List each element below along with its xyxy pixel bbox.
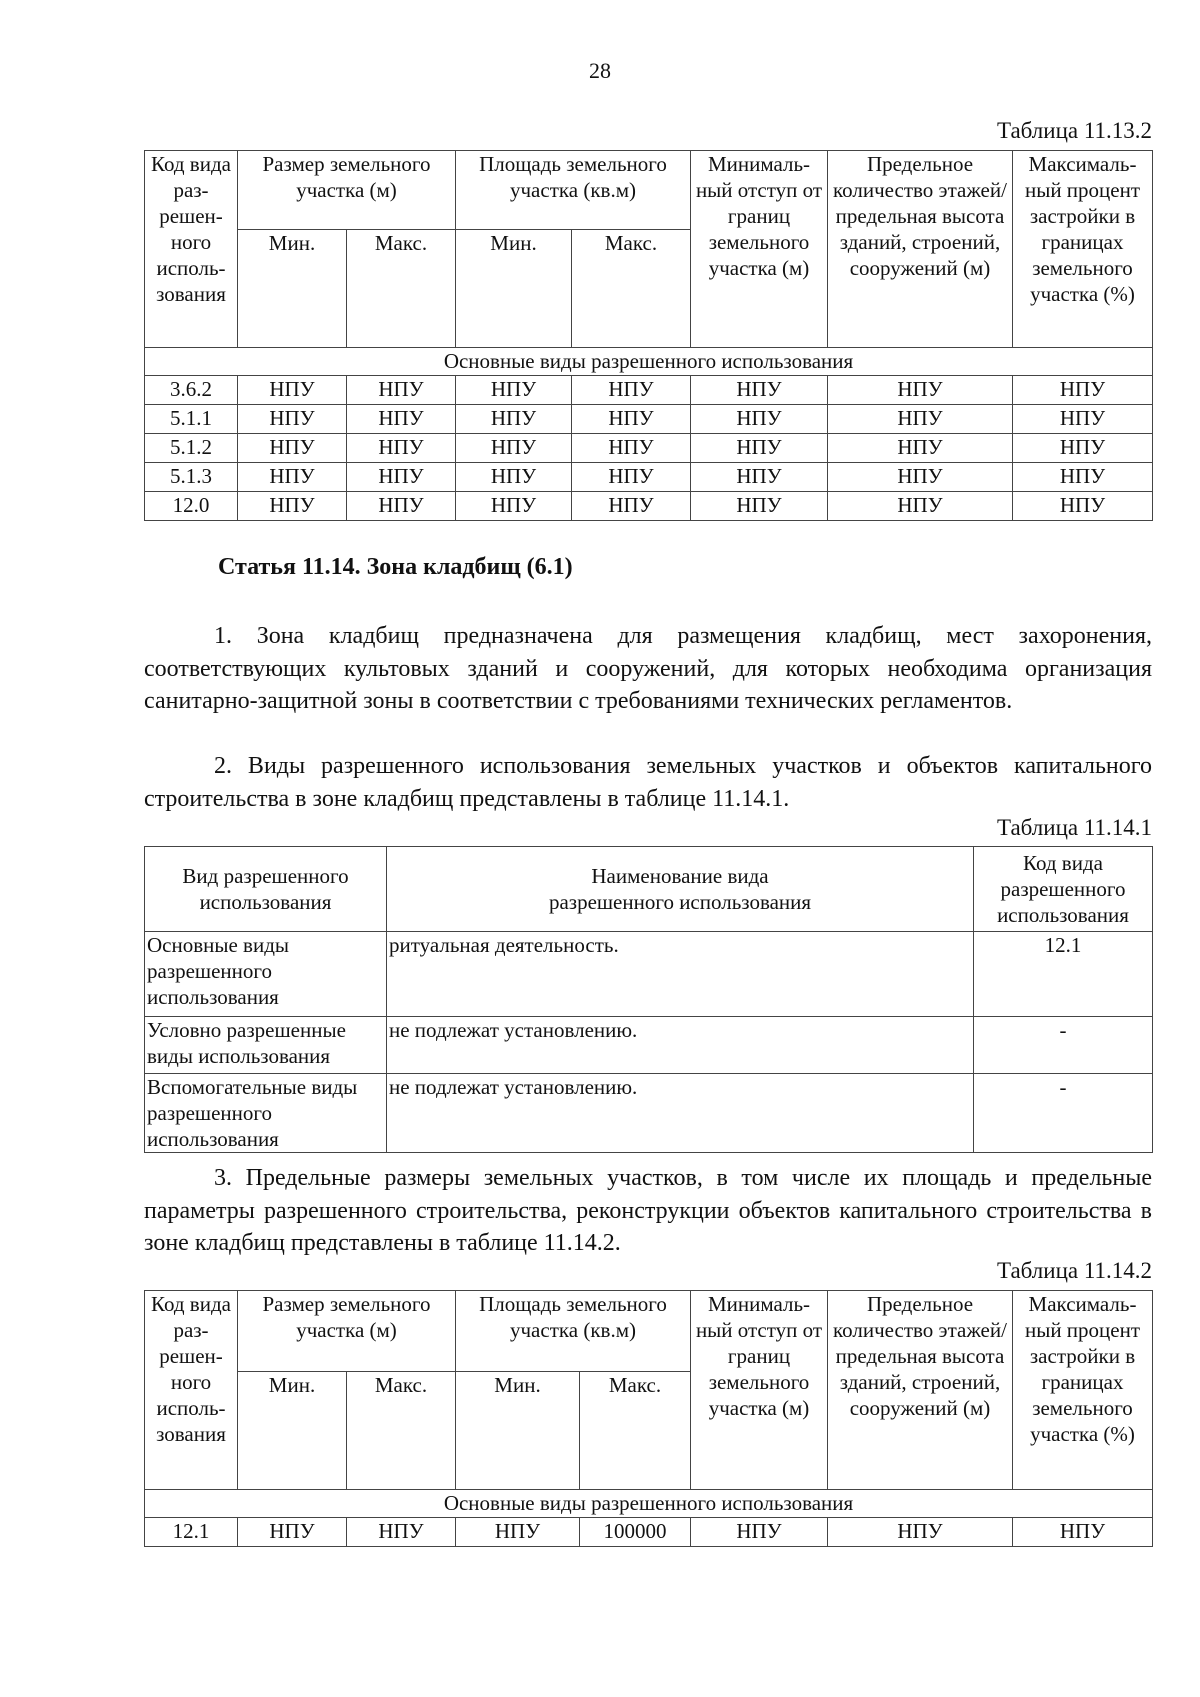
- table-row: [145, 1017, 1153, 1074]
- table-cell: НПУ: [456, 405, 572, 434]
- paragraph-1: 1. Зона кладбищ предназначена для размещения кладбищ, мест захоронения, соответствующих культовых зданий и сооружений, для которых необходима организация санитарно-защитной зоны в соответствии с требованиями технических регламентов.: [144, 623, 1152, 714]
- header-size: Размер земельного участка (м): [238, 1291, 456, 1372]
- table-cell: НПУ: [572, 376, 691, 405]
- table-cell: НПУ: [828, 492, 1013, 521]
- table-cell: НПУ: [828, 376, 1013, 405]
- table-cell: НПУ: [347, 492, 456, 521]
- table-cell: НПУ: [238, 434, 347, 463]
- table-cell: НПУ: [1013, 1518, 1153, 1547]
- table-cell: НПУ: [347, 463, 456, 492]
- table-cell: Вспомогательные виды разрешенного использования: [145, 1074, 387, 1153]
- table-cell: НПУ: [828, 405, 1013, 434]
- table-cell: НПУ: [238, 376, 347, 405]
- table-cell: НПУ: [347, 434, 456, 463]
- table-cell: НПУ: [572, 463, 691, 492]
- table-cell: -: [974, 1074, 1153, 1153]
- header-area: Площадь земельного участка (кв.м): [456, 1291, 691, 1372]
- header-size: Размер земельного участка (м): [238, 151, 456, 230]
- table-row: [145, 492, 1153, 521]
- header-code: Код вида разрешенного использования: [974, 847, 1153, 932]
- table-cell: НПУ: [691, 376, 828, 405]
- table-cell: НПУ: [456, 492, 572, 521]
- table-row: [145, 405, 1153, 434]
- header-area-max: Макс.: [572, 230, 691, 348]
- section-row: Основные виды разрешенного использования: [145, 348, 1153, 376]
- table-cell: НПУ: [691, 405, 828, 434]
- header-code: Код вида раз-решен-ного исполь-зования: [145, 151, 238, 348]
- header-type: Вид разрешенного использования: [145, 847, 387, 932]
- page-number: 28: [589, 58, 611, 83]
- header-percent: Максималь-ный процент застройки в границах земельного участка (%): [1013, 1291, 1153, 1490]
- table-cell: НПУ: [238, 492, 347, 521]
- header-setback: Минималь-ный отступ от границ земельного участка (м): [691, 151, 828, 348]
- table-row: [145, 1074, 1153, 1153]
- table-cell: НПУ: [347, 405, 456, 434]
- header-name: Наименование вида разрешенного использования: [387, 847, 974, 932]
- table-cell: НПУ: [691, 1518, 828, 1547]
- table-cell: НПУ: [1013, 376, 1153, 405]
- paragraph-3: 3. Предельные размеры земельных участков, в том числе их площадь и предельные параметры разрешенного строительства, реконструкции объектов капитального строительства в зоне кладбищ представлены в таблице 11.14.2.: [144, 1165, 1152, 1256]
- header-size-min: Мин.: [238, 230, 347, 348]
- header-setback: Минималь-ный отступ от границ земельного участка (м): [691, 1291, 828, 1490]
- table-cell: 5.1.1: [145, 405, 238, 434]
- table-cell: НПУ: [238, 463, 347, 492]
- table-row: [145, 376, 1153, 405]
- table-row: [145, 463, 1153, 492]
- table-cell: НПУ: [1013, 405, 1153, 434]
- table-cell: НПУ: [456, 376, 572, 405]
- table-cell: НПУ: [347, 376, 456, 405]
- table-cell: НПУ: [238, 405, 347, 434]
- table-11-13-2: [144, 150, 1153, 521]
- header-size-min: Мин.: [238, 1372, 347, 1490]
- table-cell: НПУ: [828, 1518, 1013, 1547]
- table-cell: НПУ: [456, 1518, 580, 1547]
- table-cell: НПУ: [572, 492, 691, 521]
- table-cell: ритуальная деятельность.: [387, 932, 974, 1017]
- table-cell: Условно разрешенные виды использования: [145, 1017, 387, 1074]
- table-cell: НПУ: [828, 434, 1013, 463]
- table-cell: НПУ: [238, 1518, 347, 1547]
- table-cell: НПУ: [1013, 463, 1153, 492]
- table-cell: не подлежат установлению.: [387, 1017, 974, 1074]
- table-cell: -: [974, 1017, 1153, 1074]
- table-row: [145, 932, 1153, 1017]
- table-cell: НПУ: [691, 463, 828, 492]
- table-cell: 5.1.2: [145, 434, 238, 463]
- header-code: Код вида раз-решен-ного исполь-зования: [145, 1291, 238, 1490]
- header-area-min: Мин.: [456, 230, 572, 348]
- table-cell: НПУ: [1013, 434, 1153, 463]
- table-cell: НПУ: [1013, 492, 1153, 521]
- table-cell: НПУ: [828, 463, 1013, 492]
- table-cell: 5.1.3: [145, 463, 238, 492]
- section-row: Основные виды разрешенного использования: [145, 1490, 1153, 1518]
- table-cell: НПУ: [691, 492, 828, 521]
- table-row: [145, 1518, 1153, 1547]
- header-area-min: Мин.: [456, 1372, 580, 1490]
- table-cell: НПУ: [572, 434, 691, 463]
- article-heading: Статья 11.14. Зона кладбищ (6.1): [218, 554, 573, 580]
- table-cell: НПУ: [347, 1518, 456, 1547]
- header-percent: Максималь-ный процент застройки в границах земельного участка (%): [1013, 151, 1153, 348]
- table-cell: НПУ: [691, 434, 828, 463]
- table-cell: НПУ: [456, 463, 572, 492]
- header-size-max: Макс.: [347, 230, 456, 348]
- header-area-max: Макс.: [580, 1372, 691, 1490]
- table-cell: Основные виды разрешенного использования: [145, 932, 387, 1017]
- table-caption: Таблица 11.14.1: [996, 815, 1152, 840]
- table-11-14-2: [144, 1290, 1153, 1547]
- table-caption: Таблица 11.14.2: [996, 1258, 1152, 1283]
- table-cell: 12.0: [145, 492, 238, 521]
- table-cell: 3.6.2: [145, 376, 238, 405]
- paragraph-2: 2. Виды разрешенного использования земельных участков и объектов капитального строительства в зоне кладбищ представлены в таблице 11.14.1.: [144, 753, 1152, 812]
- table-caption: Таблица 11.13.2: [996, 118, 1152, 143]
- table-cell: 100000: [580, 1518, 691, 1547]
- header-size-max: Макс.: [347, 1372, 456, 1490]
- table-cell: НПУ: [572, 405, 691, 434]
- table-row: [145, 434, 1153, 463]
- table-cell: НПУ: [456, 434, 572, 463]
- table-cell: 12.1: [974, 932, 1153, 1017]
- table-cell: не подлежат установлению.: [387, 1074, 974, 1153]
- table-11-14-1: [144, 846, 1153, 1153]
- header-floors: Предельное количество этажей/ предельная высота зданий, строений, сооружений (м): [828, 1291, 1013, 1490]
- table-cell: 12.1: [145, 1518, 238, 1547]
- header-area: Площадь земельного участка (кв.м): [456, 151, 691, 230]
- header-floors: Предельное количество этажей/ предельная высота зданий, строений, сооружений (м): [828, 151, 1013, 348]
